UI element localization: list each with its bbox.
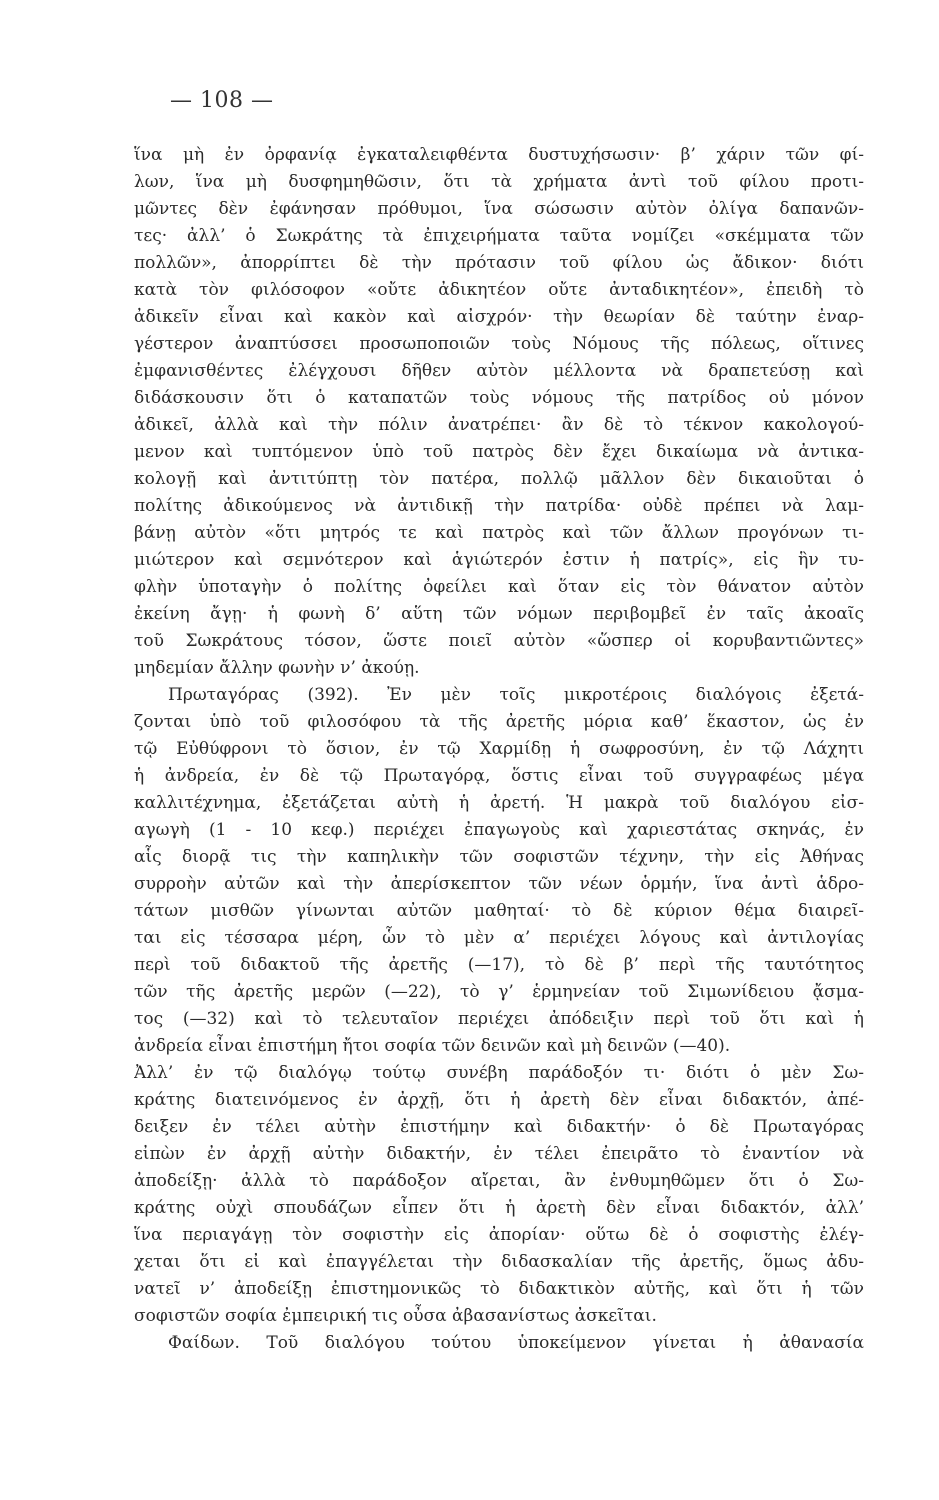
text-line: κολογῇ καὶ ἀντιτύπτῃ τὸν πατέρα, πολλῷ μᾶλλον δὲν δικαιοῦται ὁ bbox=[134, 469, 864, 489]
text-line: γέστερον ἀναπτύσσει προσωποποιῶν τοὺς Νόμους τῆς πόλεως, οἵτινες bbox=[134, 334, 864, 354]
text-line: λων, ἵνα μὴ δυσφημηθῶσιν, ὅτι τὰ χρήματα ἀντὶ τοῦ φίλου προτι- bbox=[134, 172, 864, 192]
text-line: ἀδικεῖν εἶναι καὶ κακὸν καὶ αἰσχρόν· τὴν θεωρίαν δὲ ταύτην ἐναρ- bbox=[134, 307, 864, 327]
text-line: περὶ τοῦ διδακτοῦ τῆς ἀρετῆς (—17), τὸ δὲ β’ περὶ τῆς ταυτότητος bbox=[134, 955, 864, 975]
text-line: μηδεμίαν ἄλλην φωνὴν ν’ ἀκούῃ. bbox=[134, 658, 420, 678]
text-line: τοῦ Σωκράτους τόσον, ὥστε ποιεῖ αὐτὸν «ὥσπερ οἱ κορυβαντιῶντες» bbox=[134, 631, 864, 651]
text-line: Πρωταγόρας (392). Ἐν μὲν τοῖς μικροτέροις διαλόγοις ἐξετά- bbox=[168, 685, 864, 705]
text-line: μενον καὶ τυπτόμενον ὑπὸ τοῦ πατρὸς δὲν ἔχει δικαίωμα νὰ ἀντικα- bbox=[134, 442, 864, 462]
text-line: ἀποδείξῃ· ἀλλὰ τὸ παράδοξον αἴρεται, ἂν ἐνθυμηθῶμεν ὅτι ὁ Σω- bbox=[134, 1171, 864, 1191]
text-line: διδάσκουσιν ὅτι ὁ καταπατῶν τοὺς νόμους τῆς πατρίδος οὐ μόνον bbox=[134, 388, 864, 408]
text-line: τος (—32) καὶ τὸ τελευταῖον περιέχει ἀπόδειξιν περὶ τοῦ ὅτι καὶ ἡ bbox=[134, 1009, 864, 1029]
text-line: κράτης διατεινόμενος ἐν ἀρχῇ, ὅτι ἡ ἀρετὴ δὲν εἶναι διδακτόν, ἀπέ- bbox=[134, 1090, 864, 1110]
text-line: φλὴν ὑποταγὴν ὁ πολίτης ὀφείλει καὶ ὅταν εἰς τὸν θάνατον αὐτὸν bbox=[134, 577, 864, 597]
text-line: Φαίδων. Τοῦ διαλόγου τούτου ὑποκείμενον γίνεται ἡ ἀθανασία bbox=[168, 1333, 864, 1353]
text-line: τες· ἀλλ’ ὁ Σωκράτης τὰ ἐπιχειρήματα ταῦτα νομίζει «σκέμματα τῶν bbox=[134, 226, 864, 246]
text-line: τάτων μισθῶν γίνωνται αὐτῶν μαθηταί· τὸ δὲ κύριον θέμα διαιρεῖ- bbox=[134, 901, 864, 921]
body-text bbox=[134, 142, 864, 1357]
text-line: καλλιτέχνημα, ἐξετάζεται αὐτὴ ἡ ἀρετή. Ἡ μακρὰ τοῦ διαλόγου εἰσ- bbox=[134, 793, 864, 813]
text-line: σοφιστῶν σοφία ἐμπειρική τις οὖσα ἀβασανίστως ἀσκεῖται. bbox=[134, 1306, 657, 1326]
text-line: ζονται ὑπὸ τοῦ φιλοσόφου τὰ τῆς ἀρετῆς μόρια καθ’ ἕκαστον, ὡς ἐν bbox=[134, 712, 864, 732]
text-line: μιώτερον καὶ σεμνότερον καὶ ἁγιώτερόν ἐστιν ἡ πατρίς», εἰς ἣν τυ- bbox=[134, 550, 864, 570]
text-line: ἵνα περιαγάγῃ τὸν σοφιστὴν εἰς ἀπορίαν· οὕτω δὲ ὁ σοφιστὴς ἐλέγ- bbox=[134, 1225, 864, 1245]
page-number: — 108 — bbox=[170, 88, 274, 113]
text-line: συρροὴν αὐτῶν καὶ τὴν ἀπερίσκεπτον τῶν νέων ὁρμήν, ἵνα ἀντὶ ἁδρο- bbox=[134, 874, 864, 894]
text-line: ἀνδρεία εἶναι ἐπιστήμη ἤτοι σοφία τῶν δεινῶν καὶ μὴ δεινῶν (—40). bbox=[134, 1036, 731, 1056]
text-line: πολίτης ἀδικούμενος νὰ ἀντιδικῇ τὴν πατρίδα· οὐδὲ πρέπει νὰ λαμ- bbox=[134, 496, 864, 516]
text-line: Ἀλλ’ ἐν τῷ διαλόγῳ τούτῳ συνέβη παράδοξόν τι· διότι ὁ μὲν Σω- bbox=[134, 1063, 864, 1083]
text-line: χεται ὅτι εἰ καὶ ἐπαγγέλεται τὴν διδασκαλίαν τῆς ἀρετῆς, ὅμως ἀδυ- bbox=[134, 1252, 864, 1272]
text-line: πολλῶν», ἀπορρίπτει δὲ τὴν πρότασιν τοῦ φίλου ὡς ἄδικον· διότι bbox=[134, 253, 864, 273]
text-line: ἀδικεῖ, ἀλλὰ καὶ τὴν πόλιν ἀνατρέπει· ἂν δὲ τὸ τέκνον κακολογού- bbox=[134, 415, 864, 435]
text-line: αἷς διορᾷ τις τὴν καπηλικὴν τῶν σοφιστῶν τέχνην, τὴν εἰς Ἀθήνας bbox=[134, 847, 864, 867]
text-line: κατὰ τὸν φιλόσοφον «οὔτε ἀδικητέον οὔτε ἀνταδικητέον», ἐπειδὴ τὸ bbox=[134, 280, 864, 300]
text-line: ἐμφανισθέντες ἐλέγχουσι δῆθεν αὐτὸν μέλλοντα νὰ δραπετεύσῃ καὶ bbox=[134, 361, 864, 381]
text-line: ἡ ἀνδρεία, ἐν δὲ τῷ Πρωταγόρᾳ, ὅστις εἶναι τοῦ συγγραφέως μέγα bbox=[134, 766, 864, 786]
text-line: ἵνα μὴ ἐν ὀρφανίᾳ ἐγκαταλειφθέντα δυστυχήσωσιν· β’ χάριν τῶν φί- bbox=[134, 145, 864, 165]
text-line: νατεῖ ν’ ἀποδείξῃ ἐπιστημονικῶς τὸ διδακτικὸν αὐτῆς, καὶ ὅτι ἡ τῶν bbox=[134, 1279, 864, 1299]
text-line: ἐκείνη ἄγῃ· ἡ φωνὴ δ’ αὕτη τῶν νόμων περιβομβεῖ ἐν ταῖς ἀκοαῖς bbox=[134, 604, 864, 624]
text-line: τῶν τῆς ἀρετῆς μερῶν (—22), τὸ γ’ ἑρμηνείαν τοῦ Σιμωνίδειου ᾄσμα- bbox=[134, 982, 864, 1002]
text-line: βάνῃ αὐτὸν «ὅτι μητρός τε καὶ πατρὸς καὶ τῶν ἄλλων προγόνων τι- bbox=[134, 523, 864, 543]
text-line: εἰπὼν ἐν ἀρχῇ αὐτὴν διδακτήν, ἐν τέλει ἐπειρᾶτο τὸ ἐναντίον νὰ bbox=[134, 1144, 864, 1164]
text-line: ται εἰς τέσσαρα μέρη, ὧν τὸ μὲν α’ περιέχει λόγους καὶ ἀντιλογίας bbox=[134, 928, 864, 948]
text-line: κράτης οὐχὶ σπουδάζων εἶπεν ὅτι ἡ ἀρετὴ δὲν εἶναι διδακτόν, ἀλλ’ bbox=[134, 1198, 864, 1218]
text-line: δειξεν ἐν τέλει αὐτὴν ἐπιστήμην καὶ διδακτήν· ὁ δὲ Πρωταγόρας bbox=[134, 1117, 864, 1137]
text-line: μῶντες δὲν ἐφάνησαν πρόθυμοι, ἵνα σώσωσιν αὐτὸν ὀλίγα δαπανῶν- bbox=[134, 199, 864, 219]
text-line: τῷ Εὐθύφρονι τὸ ὅσιον, ἐν τῷ Χαρμίδῃ ἡ σωφροσύνη, ἐν τῷ Λάχητι bbox=[134, 739, 864, 759]
text-line: αγωγὴ (1 - 10 κεφ.) περιέχει ἐπαγωγοὺς καὶ χαριεστάτας σκηνάς, ἐν bbox=[134, 820, 864, 840]
